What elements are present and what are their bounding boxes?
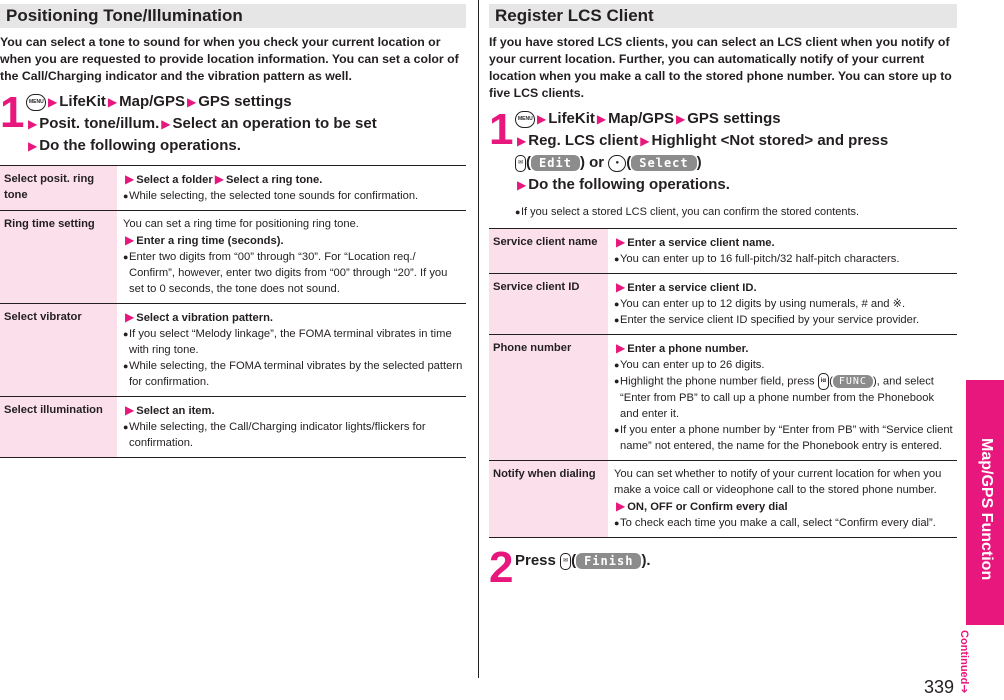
table-row: Service client ID ▶ Enter a service client ID. ● You can enter up to 12 digits by using numerals, # and ※. ● Enter the service client ID specified by your service provider. (489, 274, 957, 335)
step-number: 1 (489, 105, 514, 154)
step-1 (489, 105, 957, 200)
table-row: Select vibrator ▶ Select a vibration pattern. ● If you select “Melody linkage”, the FOMA terminal vibrates in time with ring tone. ● While selecting, the FOMA terminal vibrates by the selected pattern for confirmation. (0, 304, 466, 397)
finish-softkey: Finish (576, 553, 641, 569)
table-row: Service client name ▶ Enter a service client name. ● You can enter up to 16 full-pitch/32 half-pitch characters. (489, 229, 957, 274)
step-text: MENU ▶ LifeKit ▶ Map/GPS ▶ GPS settings ▶ Reg. LCS client ▶ Highlight <Not stored> and press ✉ ( Edit ) or ● ( Select ) ▶ Do the following operations. (517, 110, 889, 193)
table-row: Ring time setting You can set a ring time for positioning ring tone. ▶ Enter a ring time (seconds). ● Enter two digits from “00” through “30”. For “Location req./ Confirm”, however, enter two digits from “00” through “20”. If you set to 0 seconds, the tone does not sound. (0, 211, 466, 304)
menu-key-icon: MENU (26, 94, 46, 111)
mail-key-icon: ✉ (560, 553, 571, 570)
edit-softkey: Edit (531, 155, 580, 171)
i-mode-key-icon: iα (818, 373, 829, 390)
select-softkey: Select (631, 155, 696, 171)
center-key-icon: ● (608, 155, 626, 172)
left-column (0, 0, 466, 458)
options-table (0, 165, 466, 458)
func-softkey: FUNC (833, 375, 873, 388)
step-number: 2 (489, 543, 514, 592)
continued-label: Continued➔ (958, 630, 970, 694)
step-number: 1 (0, 88, 25, 137)
options-table (489, 228, 957, 538)
mail-key-icon: ✉ (515, 155, 526, 172)
note: ● If you select a stored LCS client, you can confirm the stored contents. (515, 206, 860, 218)
menu-key-icon: MENU (515, 111, 535, 128)
right-column (489, 0, 957, 590)
step-1 (0, 88, 466, 154)
step-2 (489, 543, 957, 592)
column-divider (478, 0, 479, 678)
section-intro: If you have stored LCS clients, you can select an LCS client when you notify of your current location. Further, you can automatically notify of your current location when you make a call to the stored phone number. You can store up to five LCS clients. (489, 35, 952, 100)
step-text: MENU ▶ LifeKit ▶ Map/GPS ▶ GPS settings ▶ Posit. tone/illum. ▶ Select an operation to be set ▶ Do the following operations. (28, 93, 377, 154)
section-title: Register LCS Client (489, 4, 957, 28)
chapter-tab-label: Map/GPS Function (978, 438, 995, 581)
section-title: Positioning Tone/Illumination (0, 4, 466, 28)
step-text: Press ✉ ( Finish ). (515, 552, 651, 569)
table-row: Phone number ▶ Enter a phone number. ● You can enter up to 26 digits. ● Highlight the phone number field, press iα ( FUNC ), and select “Enter from PB” to call up a phone number from the Phonebook and enter it. ● If you enter a phone number by “Enter from PB” with “Service client name” not entered, the name for the Phonebook entry is entered. (489, 335, 957, 461)
section-intro: You can select a tone to sound for when you check your current location or when you are requested to provide location information. You can set a color of the Call/Charging indicator and the vibration pattern as well. (0, 35, 459, 83)
page-number: 339 (924, 677, 955, 697)
arrow-icon: ▶ (48, 95, 58, 109)
table-row: Notify when dialing You can set whether to notify of your current location for when you make a voice call or videophone call to the stored phone number. ▶ ON, OFF or Confirm every dial ● To check each time you make a call, select “Confirm every dial”. (489, 461, 957, 538)
table-row: Select illumination ▶ Select an item. ● While selecting, the Call/Charging indicator lights/flickers for confirmation. (0, 397, 466, 458)
table-row: Select posit. ring tone ▶ Select a folder ▶ Select a ring tone. ● While selecting, the selected tone sounds for confirmation. (0, 166, 466, 211)
